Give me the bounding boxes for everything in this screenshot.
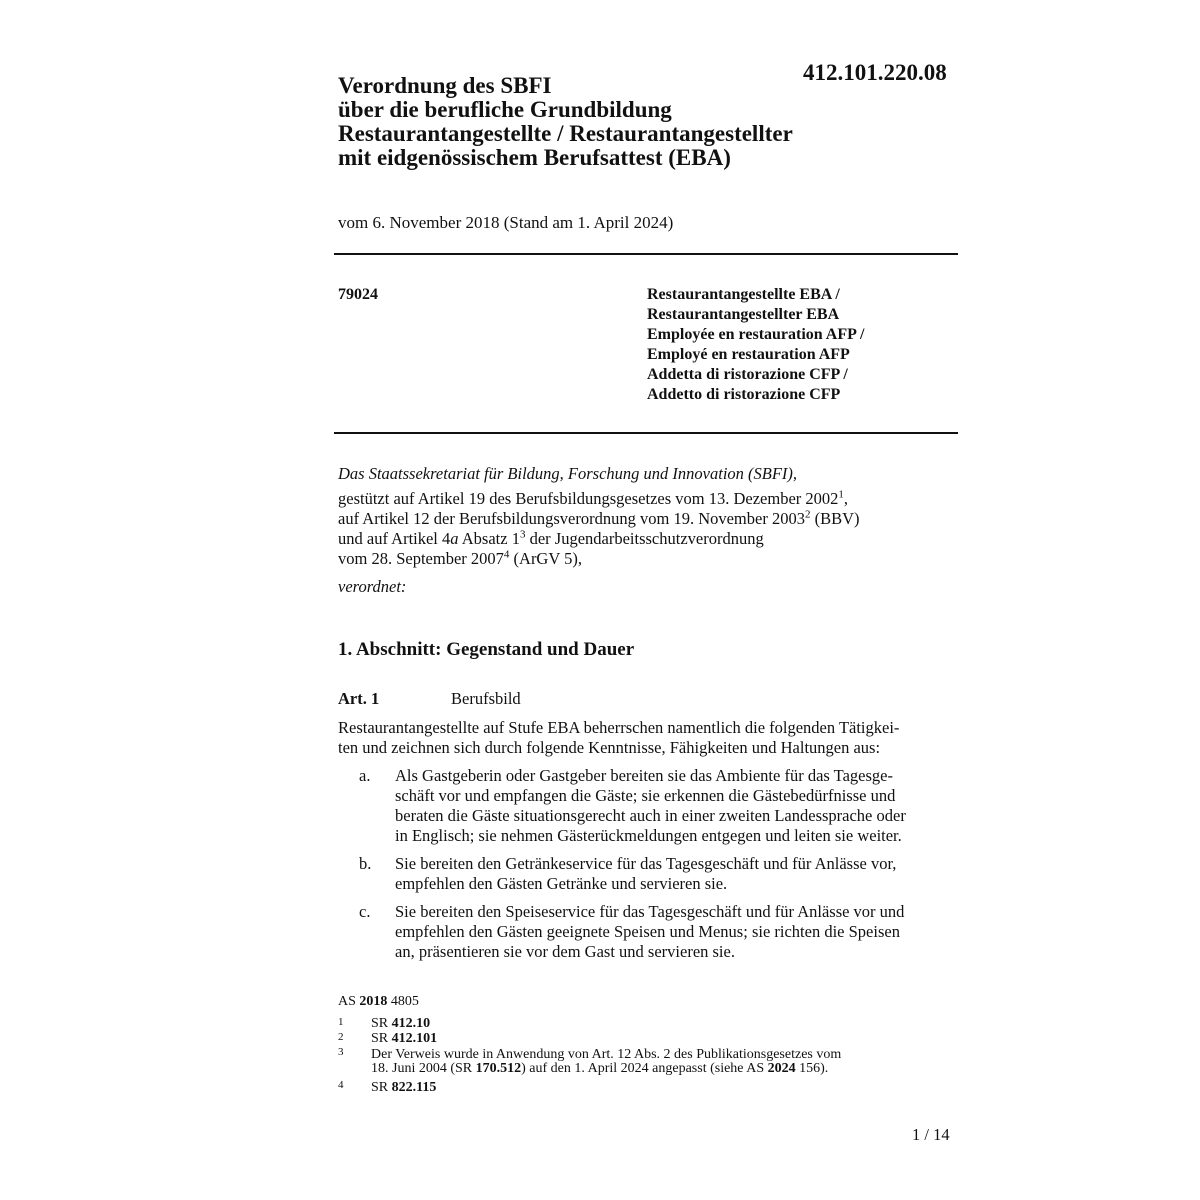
article-number: Art. 1 [338, 689, 380, 708]
occupation-names [647, 285, 864, 405]
item-line: in Englisch; sie nehmen Gästerückmeldungen entgegen und leiten sie weiter. [395, 826, 902, 845]
item-letter: a. [359, 766, 371, 785]
item-line: an, präsentieren sie vor dem Gast und servieren sie. [395, 942, 735, 961]
item-line: schäft vor und empfangen die Gäste; sie erkennen die Gästebedürfnisse und [395, 786, 896, 805]
list-item [395, 766, 906, 846]
title-line: mit eidgenössischem Berufsattest (EBA) [338, 145, 731, 170]
basis-line: und auf Artikel 4a Absatz $1^3$ der Jugendarbeitsschutzverordnung [338, 528, 764, 548]
intro-line: Restaurantangestellte auf Stufe EBA beherrschen namentlich die folgenden Tätigkei- [338, 718, 900, 737]
title-line: Restaurantangestellte / Restaurantangestellter [338, 121, 793, 146]
footnote [371, 1048, 841, 1076]
item-line: empfehlen den Gästen geeignete Speisen und Menus; sie richten die Speisen [395, 922, 900, 941]
footnote-number: 1 [338, 1016, 344, 1028]
basis-line: vom 28. September 2007$^4$ (ArGV 5), [338, 548, 582, 568]
footnote-ref[interactable]: 3 [519, 528, 526, 541]
footnote-line: 18. Juni 2004 (SR 170.512) auf den 1. April 2024 angepasst (siehe AS 2024 156). [371, 1061, 829, 1076]
title-line: über die berufliche Grundbildung [338, 97, 672, 122]
basis-line: auf Artikel 12 der Berufsbildungsverordnung vom 19. November 2003$^2$ (BBV) [338, 508, 860, 528]
article-intro [338, 718, 899, 758]
list-item [395, 902, 904, 962]
footnote: SR 822.115 [371, 1080, 437, 1095]
occupation-code: 79024 [338, 286, 378, 303]
as-reference: AS 2018 4805 [338, 994, 419, 1009]
divider-top [334, 253, 958, 255]
sr-number: 412.101.220.08 [803, 60, 947, 85]
section-heading: 1. Abschnitt: Gegenstand und Dauer [338, 639, 635, 660]
occupation-name: Addetta di ristorazione CFP / [647, 366, 848, 383]
document-title [338, 74, 793, 170]
footnote: SR 412.10 [371, 1016, 431, 1031]
item-line: Sie bereiten den Speiseservice für das Tagesgeschäft und für Anlässe vor und [395, 902, 905, 921]
footnote-number: 3 [338, 1046, 344, 1058]
legal-basis [338, 489, 860, 569]
list-item [395, 854, 896, 894]
page-number: 1 / 14 [912, 1125, 950, 1144]
item-line: Als Gastgeberin oder Gastgeber bereiten sie das Ambiente für das Tagesge- [395, 766, 893, 785]
item-letter: c. [359, 902, 371, 921]
item-line: empfehlen den Gästen Getränke und servieren sie. [395, 874, 728, 893]
footnote-line: Der Verweis wurde in Anwendung von Art. 12 Abs. 2 des Publikationsgesetzes vom [371, 1047, 842, 1062]
item-letter: b. [359, 854, 372, 873]
verordnet: verordnet: [338, 577, 407, 596]
basis-line: gestützt auf Artikel 19 des Berufsbildungsgesetzes vom 13. Dezember 2002$^1$, [338, 488, 849, 508]
document-date: vom 6. November 2018 (Stand am 1. April 2024) [338, 213, 674, 232]
footnote: SR 412.101 [371, 1031, 438, 1046]
occupation-name: Employé en restauration AFP [647, 346, 850, 363]
item-line: Sie bereiten den Getränkeservice für das Tagesgeschäft und für Anlässe vor, [395, 854, 897, 873]
title-line: Verordnung des SBFI [338, 73, 552, 98]
item-line: beraten die Gäste situationsgerecht auch in einer zweiten Landessprache oder [395, 806, 906, 825]
footnote-ref[interactable]: 4 [503, 548, 510, 561]
occupation-name: Restaurantangestellte EBA / [647, 286, 840, 303]
occupation-name: Employée en restauration AFP / [647, 326, 865, 343]
intro-line: ten und zeichnen sich durch folgende Kenntnisse, Fähigkeiten und Haltungen aus: [338, 738, 881, 757]
issuer: Das Staatssekretariat für Bildung, Forschung und Innovation (SBFI), [338, 464, 798, 483]
article-title: Berufsbild [451, 689, 521, 708]
footnote-ref[interactable]: 2 [804, 508, 811, 521]
footnote-number: 2 [338, 1031, 344, 1043]
footnote-number: 4 [338, 1079, 344, 1091]
footnote-ref[interactable]: 1 [838, 488, 844, 501]
occupation-name: Restaurantangestellter EBA [647, 306, 840, 323]
divider-bottom [334, 432, 958, 434]
occupation-name: Addetto di ristorazione CFP [647, 386, 841, 403]
